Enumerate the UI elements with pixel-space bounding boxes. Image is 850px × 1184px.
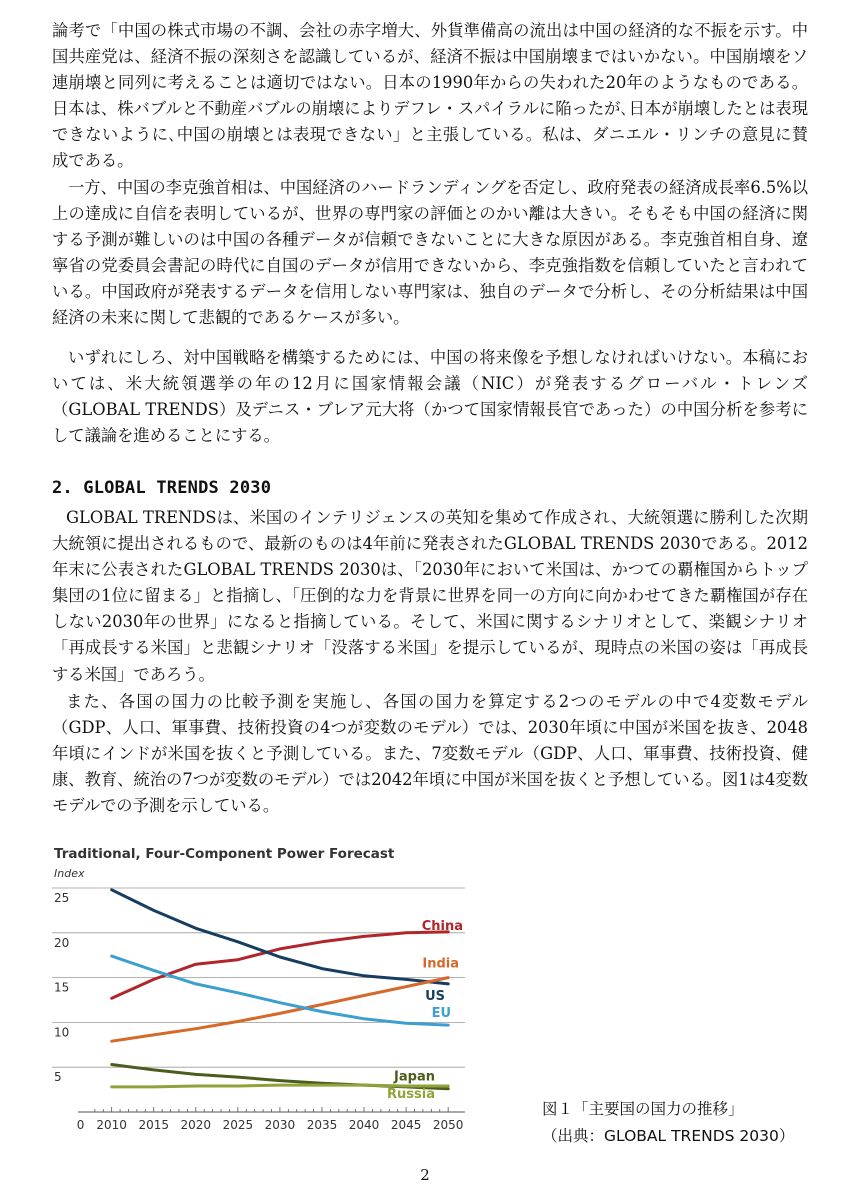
y-tick-label: 5: [54, 1070, 62, 1085]
x-tick-label: 2040: [348, 1118, 380, 1132]
paragraph-3: いずれにしろ、対中国戦略を構築するためには、中国の将来像を予想しなければいけない。本稿においては、米大統領選挙の年の12月に国家情報会議（NIC）が発表するグローバル・トレンズ（GLOBAL TRENDS）及デニス・ブレア元大将（かつて国家情報長官であった）の中国分析を参考にして議論を進めることにする。: [52, 348, 808, 446]
chart-series-labels: [387, 919, 463, 1102]
paragraph-1: 論考で「中国の株式市場の不調、会社の赤字増大、外貨準備高の流出は中国の経済的な不振を示す。中国共産党は、経済不振の深刻さを認識しているが、経済不振は中国崩壊まではいかない。中国崩壊をソ連崩壊と同列に考えることは適切ではない。日本の1990年からの失われた20年のようなものである。日本は、株バブルと不動産バブルの崩壊によりデフレ・スパイラルに陥ったが､日本が崩壊したとは表現できないように､中国の崩壊とは表現できない」と主張している。私は、ダニエル・リンチの意見に賛成である。: [52, 21, 808, 171]
y-tick-label: 20: [54, 935, 70, 950]
series-label-india: India: [422, 956, 459, 972]
x-tick-label: 0: [76, 1118, 85, 1132]
x-tick-label: 2025: [222, 1118, 254, 1132]
x-tick-label: 2030: [264, 1118, 296, 1132]
chart-title: Traditional, Four-Component Power Forecast: [54, 846, 395, 862]
chart-ylabel: Index: [54, 867, 85, 880]
chart-x-axis: [77, 1107, 465, 1132]
chart-series: [112, 890, 449, 1089]
series-label-china: China: [421, 918, 463, 934]
x-tick-label: 2020: [180, 1118, 212, 1132]
series-label-eu: EU: [431, 1006, 451, 1022]
figure-caption-title: 図１「主要国の国力の推移」: [542, 1100, 744, 1118]
power-forecast-chart: [52, 842, 472, 1142]
x-tick-label: 2010: [96, 1118, 127, 1132]
y-tick-label: 25: [54, 891, 70, 905]
y-tick-label: 10: [54, 1025, 70, 1040]
paragraph-2: 一方、中国の李克強首相は、中国経済のハードランディングを否定し、政府発表の経済成長率6.5%以上の達成に自信を表明しているが、世界の専門家の評価とのかい離は大きい。そもそも中国の経済に関する予測が難しいのは中国の各種データが信頼できないことに大きな原因がある。李克強首相自身、遼寧省の党委員会書記の時代に自国のデータが信用できないから、李克強指数を信頼していたと言われている。中国政府が発表するデータを信用しない専門家は、独自のデータで分析し、その分析結果は中国経済の未来に関して悲観的であるケースが多い。: [52, 178, 808, 328]
series-label-japan: Japan: [394, 1069, 435, 1085]
x-tick-label: 2015: [138, 1118, 169, 1132]
x-tick-label: 2045: [390, 1118, 422, 1132]
figure-caption-source: （出典：GLOBAL TRENDS 2030）: [542, 1127, 795, 1145]
x-tick-label: 2035: [306, 1118, 338, 1132]
series-label-us: US: [425, 988, 445, 1004]
paragraph-4: GLOBAL TRENDSは、米国のインテリジェンスの英知を集めて作成され、大統領選に勝利した次期大統領に提出されるもので、最新のものは4年前に発表されたGLOBAL TRENDS 2030である。2012年末に公表されたGLOBAL TRENDS 2030は、「2030年において米国は、かつての覇権国からトップ集団の1位に留まる」と指摘し、「圧倒的な力を背景に世界を同一の方向に向かわせてきた覇権国が存在しない2030年の世界」になると指摘している。そして、米国に関するシナリオとして、楽観シナリオ「再成長する米国」と悲観シナリオ「没落する米国」を提示しているが、現時点の米国の姿は「再成長する米国」であろう。: [52, 508, 808, 684]
paragraph-5: また、各国の国力の比較予測を実施し、各国の国力を算定する2つのモデルの中で4変数モデル（GDP、人口、軍事費、技術投資の4つが変数のモデル）では、2030年頃に中国が米国を抜き、2048年頃にインドが米国を抜くと予測している。また、7変数モデル（GDP、人口、軍事費、技術投資、健康、教育、統治の7つが変数のモデル）では2042年頃に中国が米国を抜くと予想している。図1は4変数モデルでの予測を示している。: [52, 692, 808, 816]
section-heading: 2. GLOBAL TRENDS 2030: [52, 478, 272, 498]
x-tick-label: 2050: [432, 1118, 464, 1132]
series-label-russia: Russia: [387, 1087, 435, 1103]
chart-svg: [52, 842, 472, 1142]
y-tick-label: 15: [54, 980, 70, 995]
series-line-us: [112, 890, 449, 984]
series-line-india: [112, 978, 449, 1042]
page-number: 2: [420, 1166, 430, 1184]
